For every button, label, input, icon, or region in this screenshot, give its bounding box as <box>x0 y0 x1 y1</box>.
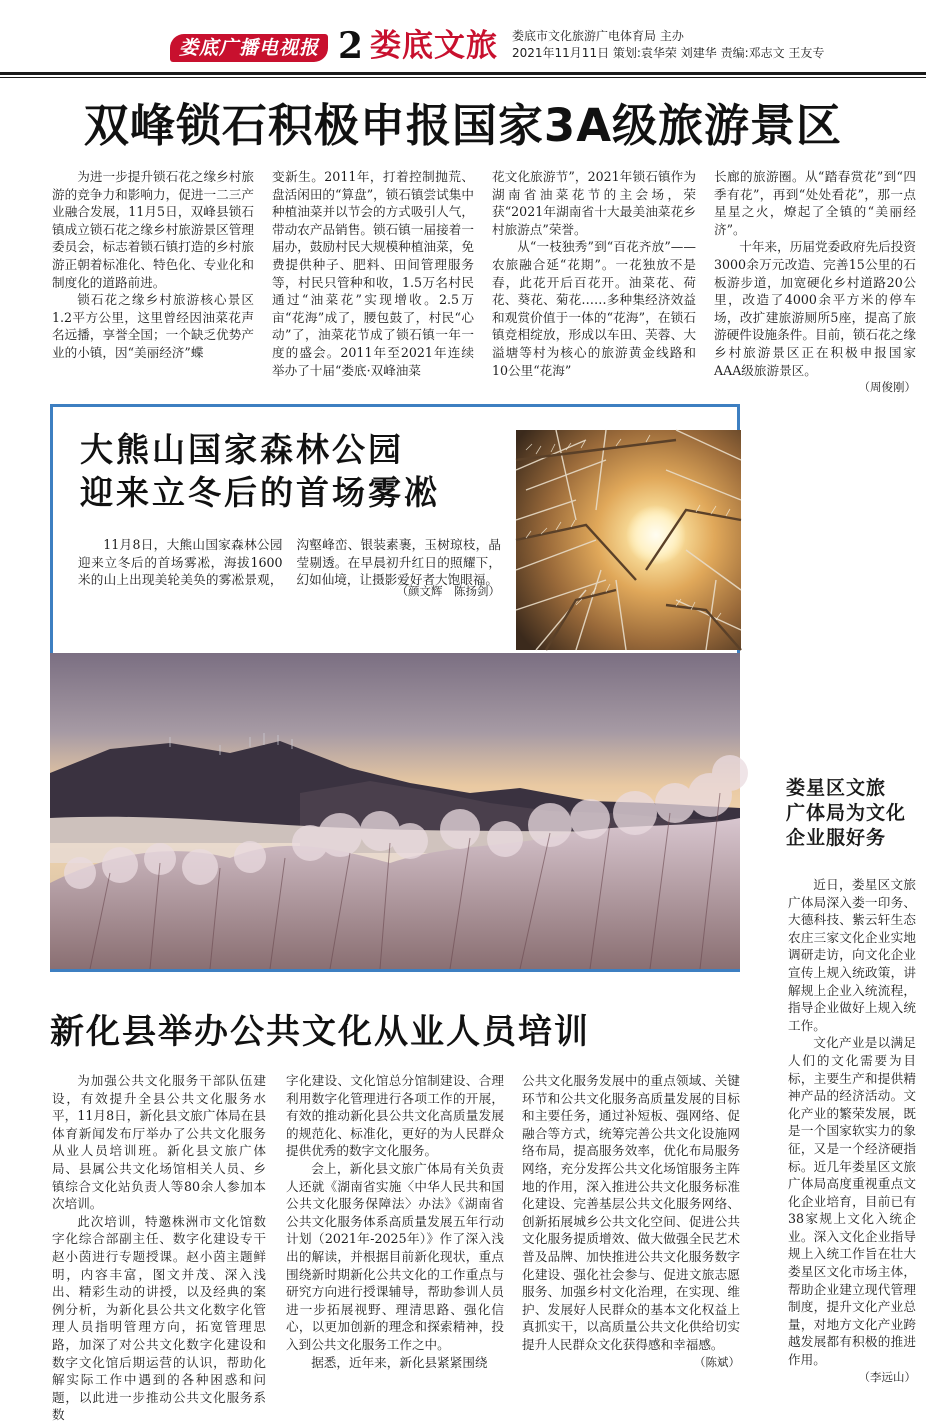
rime-mountain-photo <box>50 653 740 969</box>
section-title: 娄底文旅 <box>370 28 498 64</box>
article1-headline: 双峰锁石积极申报国家3A级旅游景区 <box>83 99 843 152</box>
article1-paragraph: 十年来，历届党委政府先后投资3000余万元改造、完善15公里的石板游步道，加宽硬化乡村道路20公里，改造了4000余平方米的停车场，改扩建旅游厕所5座，提高了旅游硬件设施条件。目前，锁石花之缘乡村旅游景区正在积极申报国家AAA级旅游景区。 <box>714 239 916 378</box>
article1-paragraph: 变新生。2011年，打着控制抛荒、盘活闲田的“算盘”，锁石镇尝试集中种植油菜并以节会的方式吸引人气，带动农产品销售。锁石镇一届接着一届办，鼓励村民大规模种植油菜，免费提供种子、肥料、田间管理服务等，村民只管种和收，1.5万名村民通过“油菜花”实现增收。2.5万亩“花海”成了，腰包鼓了，村民“心动”了，油菜花节成了锁石镇一年一度的盛会。2011年至2021年连续举办了十届“娄底·双峰油菜 <box>272 169 474 378</box>
publisher-line: 娄底市文化旅游广电体育局 主办 <box>512 29 684 43</box>
sidebar-headline-line2: 广体局为文化 <box>786 802 907 824</box>
article2-paragraph: 公共文化服务发展中的重点领域、关键环节和公共文化服务高质量发展的目标和主要任务，通过补短板、强网络、促融合等方式，统筹完善公共文化设施网络布局，提高服务效率，优化布局服务网络，充分发挥公共文化场馆服务主阵地的作用，深入推进公共文化服务标准化建设、完善基层公共文化服务网络、创新拓展城乡公共文化空间、促进公共文化服务提质增效、做大做强全民艺术普及品牌、加快推进公共文化服务数字化建设、强化社会参与、促进文旅志愿服务、加强乡村文化治理，在实现、维护、发展好人民群众的基本文化权益上真抓实干，以高质量公共文化供给切实提升人民群众文化获得感和幸福感。 <box>522 1073 740 1352</box>
sidebar-byline: （李远山） <box>858 1369 916 1384</box>
article1-paragraph: 锁石花之缘乡村旅游核心景区1.2平方公里，这里曾经因油菜花声名远播，享誉全国；一个缺乏优势产业的小镇，因“美丽经济”蝶 <box>52 292 254 360</box>
feature-paragraph: 11月8日，大熊山国家森林公园迎来立冬后的首场雾凇，海拔1600米的山上出现美轮美奂的雾凇景观，沟壑峰峦、银装素裹，玉树琼枝，晶莹剔透。在早晨初升红日的照耀下，幻如仙境，让摄影爱好者大饱眼福。 <box>78 537 501 588</box>
masthead-rule-thin <box>0 77 926 78</box>
sidebar-headline-line1: 娄星区文旅 <box>786 777 887 799</box>
article2-column-3 <box>522 1072 740 1371</box>
dateline: 2021年11月11日 策划:袁华荣 刘建华 责编:邓志文 王友专 <box>512 46 825 60</box>
article1-byline: （周俊刚） <box>858 380 916 395</box>
article2-paragraph: 据悉，近年来，新化县紧紧围绕 <box>311 1354 488 1370</box>
sidebar-body <box>788 876 916 1386</box>
newspaper-logo: 娄底广播电视报 <box>170 34 328 62</box>
masthead-rule <box>0 72 926 75</box>
article2-column-2 <box>286 1072 504 1371</box>
article2-column-1 <box>52 1072 266 1424</box>
sidebar-headline-line3: 企业服好务 <box>786 827 887 849</box>
article1-paragraph: 花文化旅游节”，2021年锁石镇作为湖南省油菜花节的主会场，荣获“2021年湖南省十大最美油菜花乡村旅游点”荣誉。 <box>492 169 696 237</box>
article1-column-3 <box>492 168 696 379</box>
sidebar-paragraph: 近日，娄星区文旅广体局深入娄一印务、大德科技、紫云轩生态农庄三家文化企业实地调研走访，向文化企业宣传上规入统政策，讲解规上企业入统流程，指导企业做好上规入统工作。 <box>788 877 916 1033</box>
article1-paragraph: 长廊的旅游圈。从“踏春赏花”到“四季有花”，再到“处处看花”，那一点星星之火，燎起了全镇的“美丽经济”。 <box>714 169 916 237</box>
article2-byline: （陈斌） <box>694 1354 740 1369</box>
article1-column-4 <box>714 168 916 397</box>
article1-paragraph: 从“一枝独秀”到“百花齐放”——农旅融合延“花期”。一花独放不是春，此花开后百花开。油菜花、荷花、葵花、菊花……多种集经济效益和观赏价值于一体的“花海”，在锁石镇竞相绽放，形成以车田、芙蓉、大溢塘等村为核心的旅游黄金线路和10公里“花海” <box>492 239 696 378</box>
article2-paragraph: 此次培训，特邀株洲市文化馆数字化综合部副主任、数字化建设专干赵小茵进行专题授课。赵小茵主题鲜明，内容丰富，图文并茂、深入浅出、精彩生动的讲授，以及经典的案例分析，为新化县公共文化数字化管理人员指明管理方向，拓宽管理思路，加深了对公共文化数字化建设和数字文化馆后期运营的认识，帮助化解实际工作中遇到的各种困惑和问题，以此进一步推动公共文化服务系数 <box>52 1213 266 1423</box>
article2-paragraph: 字化建设、文化馆总分馆制建设、合理利用数字化管理进行各项工作的开展，有效的推动新化县公共文化高质量发展的规范化、标准化，更好的为人民群众提供优秀的数字文化服务。 <box>286 1073 504 1159</box>
article1-paragraph: 为进一步提升锁石花之缘乡村旅游的竞争力和影响力，促进一二三产业融合发展，11月5日，双峰县锁石镇成立锁石花之缘乡村旅游景区管理委员会，标志着锁石镇打造的乡村旅游正朝着标准化、特色化、专业化和制度化的道路前进。 <box>52 169 254 290</box>
feature-headline-line1: 大熊山国家森林公园 <box>80 430 404 469</box>
article2-paragraph: 会上，新化县文旅广体局有关负责人还就《湖南省实施〈中华人民共和国公共文化服务保障法〉办法》《湖南省公共文化服务体系高质量发展五年行动计划（2021年-2025年）》作了深入浅出的解读，并根据目前新化现状，重点围绕新时期新化公共文化的工作重点与研究方向进行授课辅导，帮助参训人员进一步拓展视野、理清思路、强化信心，以更加创新的理念和探索精神，投入到公共文化服务工作之中。 <box>286 1160 504 1352</box>
rime-sunrise-photo <box>516 430 741 650</box>
masthead-info <box>512 28 824 62</box>
article2-headline: 新化县举办公共文化从业人员培训 <box>50 1012 590 1052</box>
sidebar-paragraph: 文化产业是以满足人们的文化需要为目标，主要生产和提供精神产品的经济活动。文化产业的繁荣发展，既是一个国家软实力的象征，又是一个经济硬指标。近几年娄星区文旅广体局高度重视重点文化企业培育，目前已有38家规上文化入统企业。深入文化企业指导规上入统工作旨在壮大娄星区文化市场主体，帮助企业建立现代管理制度，提升文化产业总量，对地方文化产业跨越发展都有积极的推进作用。 <box>788 1035 916 1368</box>
masthead <box>0 0 926 74</box>
page-number: 2 <box>338 25 364 67</box>
feature-byline: （颜文辉 陈扬剑） <box>396 584 500 598</box>
article1-column-2 <box>272 168 474 379</box>
feature-body <box>78 536 501 589</box>
feature-headline-line2: 迎来立冬后的首场雾凇 <box>80 473 440 512</box>
article1-column-1 <box>52 168 254 362</box>
feature-headline <box>80 428 440 514</box>
sidebar-headline <box>786 776 916 851</box>
article2-paragraph: 为加强公共文化服务干部队伍建设，有效提升全县公共文化服务水平，11月8日，新化县文旅广体局在县体育新闻发布厅举办了公共文化服务从业人员培训班。新化县文旅广体局、县属公共文化场馆相关人员、乡镇综合文化站负责人等80余人参加本次培训。 <box>52 1073 266 1212</box>
